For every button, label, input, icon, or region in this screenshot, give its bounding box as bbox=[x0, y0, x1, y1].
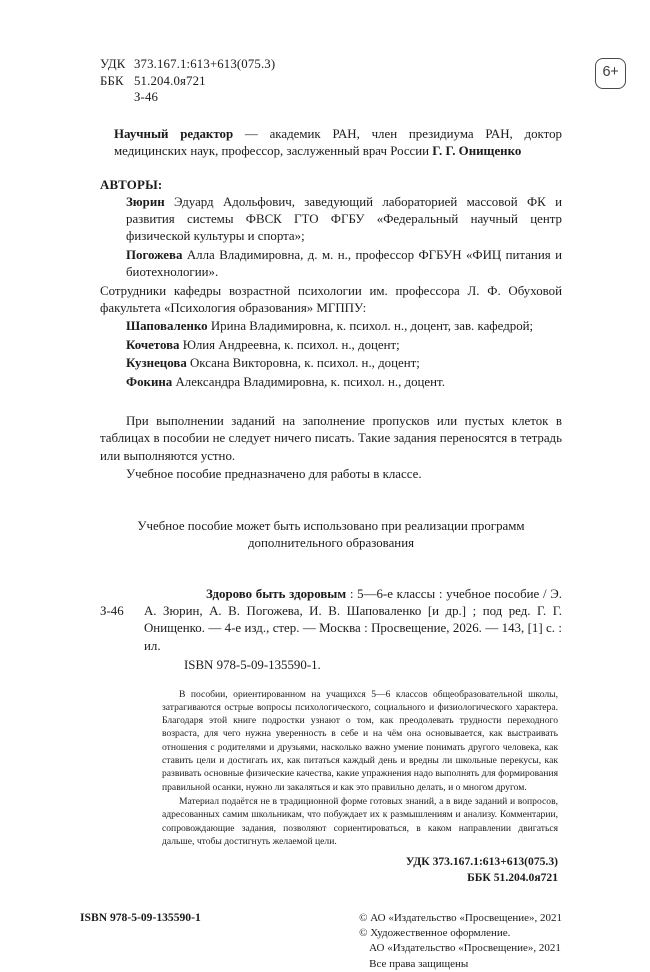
footer-isbn: ISBN 978-5-09-135590-1 bbox=[80, 910, 201, 924]
usage-note: При выполнении заданий на заполнение пропусков или пустых клеток в таблицах в пособии не следует ничего писать. Такие задания переносятся в тетрадь или выполняются устно. bbox=[100, 414, 562, 463]
scientific-editor-line bbox=[100, 126, 562, 161]
copyright-line: © Художественное оформление. bbox=[359, 927, 511, 940]
author-details: Юлия Андреевна, к. психол. н., доцент; bbox=[179, 337, 400, 352]
department-line: Сотрудники кафедры возрастной психологии им. профессора Л. Ф. Обуховой факультета «Психология образования» МГППУ: bbox=[100, 283, 562, 316]
author-details: Александра Владимировна, к. психол. н., доцент. bbox=[172, 374, 445, 389]
annotation bbox=[100, 688, 562, 849]
udk-value: 373.167.1:613+613(075.3) bbox=[134, 57, 276, 71]
shelf-mark-biblio: З-46 bbox=[100, 603, 124, 618]
age-rating-badge: 6+ bbox=[595, 58, 626, 89]
bibliographic-record bbox=[100, 586, 562, 675]
biblio-isbn: ISBN 978-5-09-135590-1. bbox=[184, 658, 321, 673]
editor-text: — академик РАН, член президиума РАН, доктор медицинских наук, профессор, заслуженный врач России bbox=[114, 126, 562, 159]
annotation-paragraph: Материал подаётся не в традиционной форме готовых знаний, а в виде заданий и вопросов, адресованных самим школьникам, что побуждает их к размышлениям и анализу. Комментарии, сопровождающие задания, позволяют сориентироваться, в каком направлении двигаться дальше, чтобы достигнуть желаемой цели. bbox=[162, 795, 558, 847]
biblio-title: Здорово быть здоровым bbox=[206, 586, 347, 601]
bbk-value: 51.204.0я721 bbox=[134, 73, 206, 88]
usage-notes bbox=[100, 413, 562, 484]
bbk-row bbox=[100, 73, 562, 90]
author-entry bbox=[100, 247, 562, 282]
biblio-description bbox=[144, 586, 562, 656]
udk-label-bottom: УДК bbox=[405, 855, 430, 869]
editor-role-label: Научный редактор bbox=[114, 126, 234, 141]
copyright-line: Все права защищены bbox=[369, 957, 469, 970]
author-surname: Погожева bbox=[126, 247, 183, 262]
bbk-row-bottom bbox=[100, 870, 558, 885]
author-surname: Кузнецова bbox=[126, 356, 187, 371]
author-details: Алла Владимировна, д. м. н., профессор ФГБУН «ФИЦ питания и биотехнологии». bbox=[126, 247, 562, 280]
author-entry bbox=[100, 374, 562, 391]
supplementary-education-notice: Учебное пособие может быть использовано при реализации программ дополнительного образования bbox=[137, 518, 525, 551]
classification-codes-bottom bbox=[100, 854, 562, 885]
shelf-mark-top: З-46 bbox=[134, 90, 159, 105]
author-entry bbox=[100, 318, 562, 335]
author-entry bbox=[100, 194, 562, 246]
author-entry bbox=[100, 355, 562, 372]
udk-label: УДК bbox=[100, 57, 126, 71]
author-entry bbox=[100, 337, 562, 354]
copyright-line: АО «Издательство «Просвещение», 2021 bbox=[369, 942, 561, 955]
author-surname: Шаповаленко bbox=[126, 319, 208, 334]
author-details: Ирина Владимировна, к. психол. н., доцент, зав. кафедрой; bbox=[207, 319, 534, 334]
annotation-paragraph: В пособии, ориентированном на учащихся 5—6 классов общеобразовательной школы, затрагиваются острые вопросы психологического, социального и физиологического характера. Благодаря этой книге подростки узнают о том, как преодолевать трудности переходного возраста, для чего нужна уверенность в себе и на чём она основывается, как выстраивать отношения с родителями и друзьями, насколько важно умение понимать другого человека, как ставить цели и достигать их, как питаться каждый день и вредны ли школьные перекусы, как развивать основные физические качества, какие упражнения надо выполнять для формирования правильной осанки, нужно ли закаляться и как это правильно делать, и о многом другом. bbox=[162, 688, 558, 793]
editor-name: Г. Г. Онищенко bbox=[432, 144, 522, 159]
classification-codes bbox=[100, 56, 562, 106]
bbk-value-bottom: 51.204.0я721 bbox=[493, 870, 558, 884]
bbk-label: ББК bbox=[100, 73, 124, 88]
page-footer bbox=[80, 910, 562, 972]
bbk-label-bottom: ББК bbox=[467, 870, 491, 884]
udk-value-bottom: 373.167.1:613+613(075.3) bbox=[432, 855, 558, 869]
copyright-block bbox=[359, 911, 562, 972]
usage-note: Учебное пособие предназначено для работы в классе. bbox=[126, 467, 422, 482]
authors-heading: АВТОРЫ: bbox=[100, 177, 163, 192]
udk-row bbox=[100, 56, 562, 73]
author-details: Оксана Викторовна, к. психол. н., доцент; bbox=[186, 356, 420, 371]
author-details: Эдуард Адольфович, заведующий лабораторией массовой ФК и развития системы ФВСК ГТО ФГБУ «Федеральный научный центр физической культуры и спорта»; bbox=[126, 194, 562, 244]
udk-row-bottom bbox=[100, 854, 558, 869]
author-surname: Фокина bbox=[126, 374, 173, 389]
biblio-details: : 5—6-е классы : учебное пособие / Э. А. Зюрин, А. В. Погожева, И. В. Шаповаленко [и др.] ; под ред. Г. Г. Онищенко. — 4-е изд., стер. — Москва : Просвещение, 2026. — 143, [1] с. : ил. bbox=[144, 586, 562, 653]
author-surname: Зюрин bbox=[126, 194, 165, 209]
author-surname: Кочетова bbox=[126, 337, 180, 352]
copyright-line: © АО «Издательство «Просвещение», 2021 bbox=[359, 911, 562, 924]
